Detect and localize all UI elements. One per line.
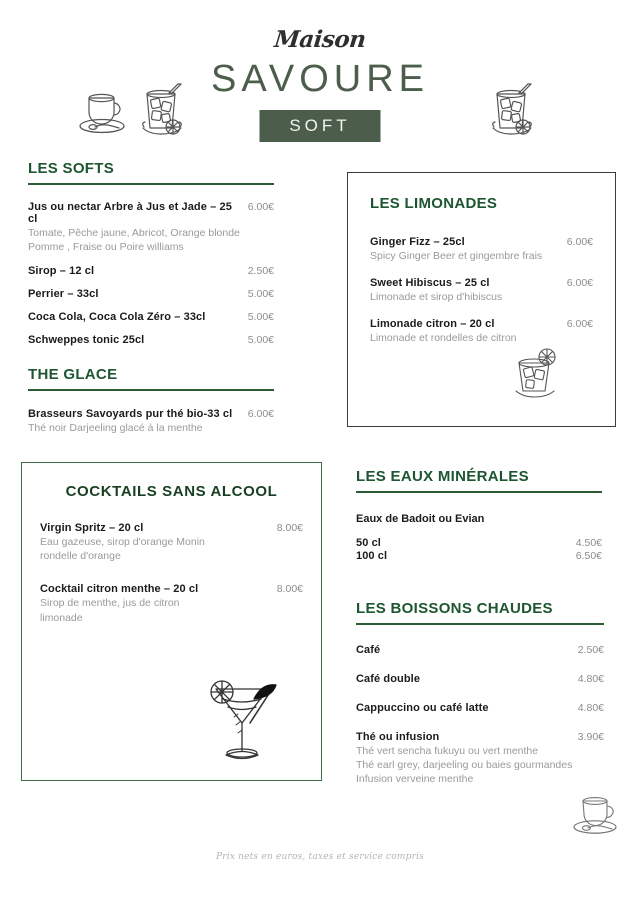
menu-header: [0, 0, 640, 155]
menu-item-name: Sirop – 12 cl: [28, 265, 95, 278]
menu-item-row: [356, 702, 604, 714]
menu-item-description: Thé noir Darjeeling glacé à la menthe: [28, 422, 203, 434]
section-les-boissons-chaudes: [356, 600, 604, 787]
menu-item-description: Limonade et sirop d'hibiscus: [370, 291, 503, 304]
section-title: LES SOFTS: [28, 160, 115, 177]
section-divider: [356, 491, 602, 493]
menu-item-list: [28, 408, 274, 435]
eaux-lead-text: Eaux de Badoit ou Evian: [356, 513, 485, 525]
menu-item-row: [28, 311, 274, 323]
menu-item: [370, 277, 593, 304]
section-title: LES LIMONADES: [370, 195, 498, 212]
menu-item: [28, 265, 274, 277]
menu-item-row: [40, 583, 303, 595]
menu-item-price: 4.80€: [577, 673, 604, 685]
menu-item-name: Perrier – 33cl: [28, 288, 99, 301]
menu-item-price: 8.00€: [276, 583, 303, 596]
section-title: COCKTAILS SANS ALCOOL: [65, 483, 278, 500]
menu-item-name: Sweet Hibiscus – 25 cl: [370, 277, 490, 290]
menu-item-description: Eau gazeuse, sirop d'orange Monin rondelle d'orange: [40, 536, 205, 563]
footer-price-note: Prix nets en euros, taxes et service compris: [215, 852, 425, 862]
menu-item-price: 6.00€: [566, 318, 593, 331]
menu-item-price: 2.50€: [577, 644, 604, 656]
menu-item-name: Ginger Fizz – 25cl: [370, 236, 465, 248]
menu-item: [28, 288, 274, 300]
menu-item-description: Tomate, Pêche jaune, Abricot, Orange blonde Pomme , Fraise ou Poire williams: [28, 227, 240, 254]
menu-item-price: 6.00€: [566, 277, 593, 290]
section-divider: [356, 623, 604, 625]
menu-item: [40, 583, 303, 624]
menu-item-list: [356, 644, 604, 787]
menu-item-price: 5.00€: [247, 288, 274, 301]
menu-item-name: Brasseurs Savoyards pur thé bio-33 cl: [28, 408, 233, 420]
menu-item: [28, 201, 274, 254]
menu-item: [40, 522, 303, 563]
menu-item: [370, 236, 593, 263]
menu-item-row: [356, 644, 604, 656]
menu-item-price: 5.00€: [247, 311, 274, 324]
menu-item-row: [356, 731, 604, 743]
menu-item-list: [28, 201, 274, 346]
menu-item-description: Spicy Ginger Beer et gingembre frais: [370, 250, 543, 262]
menu-item-description: Sirop de menthe, jus de citron limonade: [40, 597, 180, 624]
menu-item-price: 6.00€: [247, 201, 274, 213]
menu-item-price: 4.80€: [577, 702, 604, 714]
section-les-limonades: [347, 172, 616, 427]
menu-item: [28, 408, 274, 435]
menu-item-name: 100 cl: [356, 550, 388, 562]
menu-item-row: [28, 265, 274, 277]
menu-item: [356, 673, 604, 685]
menu-item: [28, 311, 274, 323]
menu-item-price: 6.50€: [575, 550, 602, 562]
menu-item-row: [370, 318, 593, 330]
section-title: THE GLACE: [28, 366, 118, 383]
menu-item-name: 50 cl: [356, 537, 381, 549]
section-les-eaux-minerales: [356, 468, 602, 563]
menu-item-price: 6.00€: [566, 236, 593, 248]
menu-item-name: Thé ou infusion: [356, 731, 440, 743]
menu-item-price: 8.00€: [276, 522, 303, 534]
menu-item: [356, 731, 604, 787]
menu-item-row: [28, 201, 274, 225]
menu-item-row: [28, 288, 274, 300]
menu-item-name: Café double: [356, 673, 421, 685]
menu-item-price: 2.50€: [247, 265, 274, 278]
menu-item-list: [370, 236, 593, 346]
cocktail-glass-icon: [192, 659, 292, 769]
lemonade-glass-icon: [503, 341, 565, 403]
menu-item-list: [40, 522, 303, 625]
menu-item-row: [356, 537, 602, 549]
menu-item-name: Cappuccino ou café latte: [356, 702, 489, 714]
menu-item: [28, 334, 274, 346]
menu-item-name: Limonade citron – 20 cl: [370, 318, 495, 331]
menu-item-row: [356, 550, 602, 562]
menu-item-list: [356, 537, 602, 562]
menu-item: [356, 702, 604, 714]
menu-item-row: [370, 277, 593, 289]
section-cocktails-sans-alcool: [21, 462, 322, 781]
menu-item-description: Limonade et rondelles de citron: [370, 332, 517, 345]
menu-item-row: [28, 334, 274, 346]
menu-item-name: Schweppes tonic 25cl: [28, 334, 145, 347]
section-title: LES BOISSONS CHAUDES: [356, 600, 553, 617]
menu-item-row: [40, 522, 303, 534]
menu-item-price: 3.90€: [577, 731, 604, 743]
soft-category-badge: SOFT: [260, 110, 381, 142]
menu-item-name: Café: [356, 644, 381, 656]
menu-item-name: Virgin Spritz – 20 cl: [40, 522, 144, 534]
menu-item-price: 4.50€: [575, 537, 602, 549]
section-title: LES EAUX MINÉRALES: [356, 468, 529, 485]
menu-item-row: [370, 236, 593, 248]
menu-item-price: 6.00€: [247, 408, 274, 420]
menu-item-description: Thé vert sencha fukuyu ou vert menthe Thé earl grey, darjeeling ou baies gourmandes Infusion verveine menthe: [356, 745, 573, 786]
brand-script-name: Maison: [273, 26, 367, 53]
menu-item: [356, 550, 602, 562]
brand-name: SAVOURE: [210, 58, 429, 100]
section-les-softs: [28, 160, 274, 357]
section-divider: [28, 389, 274, 391]
coffee-cup-icon: [566, 790, 628, 840]
menu-item-name: Coca Cola, Coca Cola Zéro – 33cl: [28, 311, 206, 324]
section-divider: [28, 183, 274, 185]
menu-item-row: [28, 408, 274, 420]
menu-item-name: Jus ou nectar Arbre à Jus et Jade – 25 cl: [28, 201, 232, 225]
menu-item-price: 5.00€: [247, 334, 274, 347]
menu-item-name: Cocktail citron menthe – 20 cl: [40, 583, 199, 596]
menu-item-row: [356, 673, 604, 685]
menu-item: [356, 644, 604, 656]
menu-item: [356, 537, 602, 549]
section-the-glace: [28, 366, 274, 444]
